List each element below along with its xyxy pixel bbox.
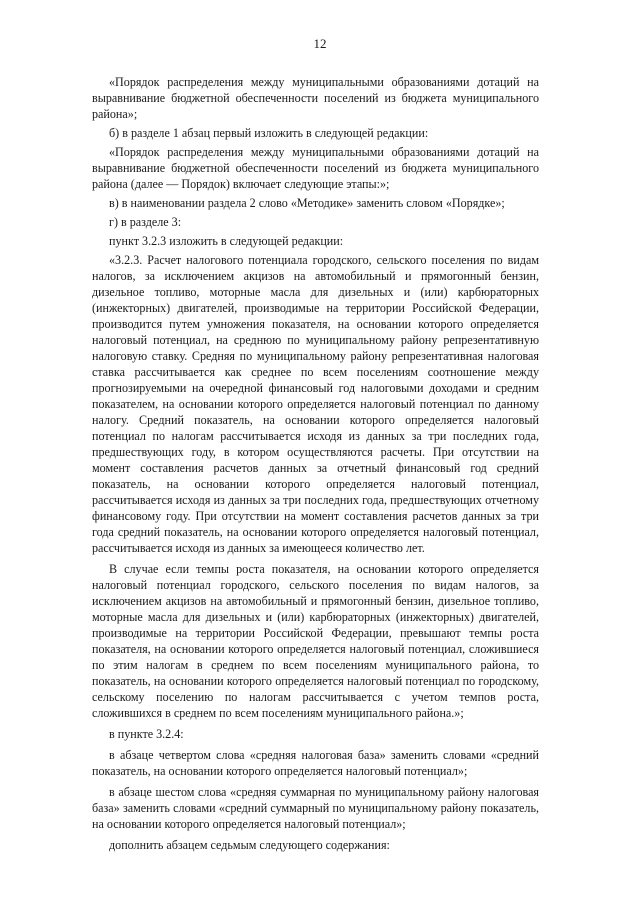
paragraph-sixth-abzac: в абзаце шестом слова «средняя суммарная по муниципальному району налоговая база» заменить словами «средний суммарный по муниципальному району показатель, на основании которого определяется налоговый потенциал»; [92, 785, 539, 831]
paragraph-quote-order: «Порядок распределения между муниципальными образованиями дотаций на выравнивание бюджетной обеспеченности поселений из бюджета муниципального района (далее — Порядок) включает следующие этапы:»; [92, 145, 539, 191]
paragraph-title-quote: «Порядок распределения между муниципальными образованиями дотаций на выравнивание бюджетной обеспеченности поселений из бюджета муниципального района»; [92, 75, 539, 121]
paragraph-point-3-2-4: в пункте 3.2.4: [109, 727, 184, 741]
paragraph-item-v: в) в наименовании раздела 2 слово «Методике» заменить словом «Порядке»; [109, 196, 505, 210]
paragraph-3-2-3-text: «3.2.3. Расчет налогового потенциала городского, сельского поселения по видам налогов, за исключением акцизов на автомобильный и прямогонный бензин, дизельное топливо, моторные масла для дизельных и (или) карбюраторных (инжекторных) двигателей, производимые на территории Российской Федерации, производится путем умножения показателя, на основании которого определяется налоговый потенциал, на среднюю по муниципальному району репрезентативную налоговую ставку. Средняя по муниципальному району репрезентативная налоговая ставка рассчитывается как среднее по всем поселениям соотношение между прогнозируемыми на очередной финансовый год налоговыми доходами и средним показателем, на основании которого определяется налоговый потенциал по данному налогу. Средний показатель, на основании которого определяется налоговый потенциал по налогам рассчитывается исходя из данных за три последних года, предшествующих году, в котором осуществляются расчеты. При отсутствии на момент составления расчетов данных за отчетный финансовый год средний показатель, на основании которого определяется налоговый потенциал, рассчитывается исходя из данных за три последних года, предшествующих отчетному финансовому году. При отсутствии на момент составления расчетов данных за три года средний показатель, на основании которого определяется налоговый потенциал, рассчитывается исходя из данных за имеющееся количество лет. [92, 253, 539, 555]
document-body [92, 74, 539, 853]
paragraph-point-3-2-3: пункт 3.2.3 изложить в следующей редакции: [109, 234, 344, 248]
paragraph-seventh-abzac: дополнить абзацем седьмым следующего содержания: [109, 838, 390, 852]
page-number: 12 [313, 36, 327, 51]
paragraph-growth-rates: В случае если темпы роста показателя, на основании которого определяется налоговый потенциал городского, сельского поселения по видам налогов, за исключением акцизов на автомобильный и прямогонный бензин, дизельное топливо, моторные масла для дизельных и (или) карбюраторных (инжекторных) двигателей, производимые на территории Российской Федерации, превышают темпы роста показателя, на основании которого определяется налоговый потенциал, сложившиеся по этим налогам в среднем по всем поселениям муниципального района, то показатель, на основании которого определяется налоговый потенциал по городскому, сельскому поселению по налогам рассчитывается с учетом темпов роста, сложившихся в среднем по всем поселениям муниципального района.»; [92, 562, 539, 720]
paragraph-item-b: б) в разделе 1 абзац первый изложить в следующей редакции: [109, 126, 429, 140]
paragraph-item-g: г) в разделе 3: [109, 215, 182, 229]
paragraph-fourth-abzac: в абзаце четвертом слова «средняя налоговая база» заменить словами «средний показатель, на основании которого определяется налоговый потенциал»; [92, 748, 539, 778]
